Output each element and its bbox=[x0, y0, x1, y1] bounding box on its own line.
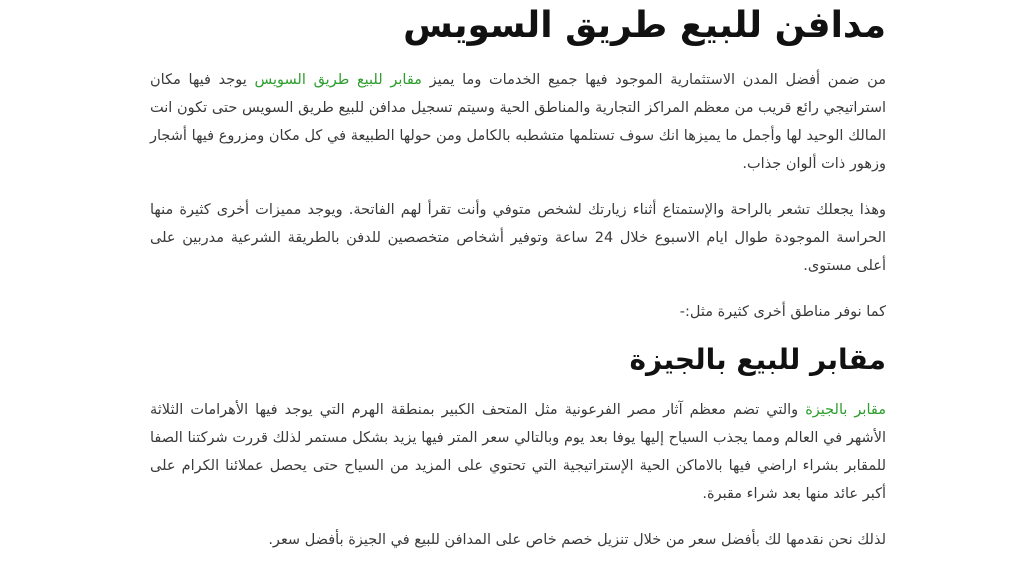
paragraph-giza-text: والتي تضم معظم آثار مصر الفرعونية مثل المتحف الكبير بمنطقة الهرم التي يوجد فيها الأهرامات الثلاثة الأشهر في العالم ومما يجذب السياح إليها يوفا بعد يوم وبالتالي سعر المتر فيها يزيد بشكل مستمر لذلك قررت شركتنا الصفا للمقابر بشراء اراضي فيها بالاماكن الحية الإستراتيجية التي تحتوي على المزيد من السياح حتى يحصل عملائنا الكرام على أكبر عائد منها بعد شراء مقبرة. bbox=[150, 402, 886, 502]
paragraph-giza bbox=[150, 396, 886, 508]
spacer bbox=[150, 508, 886, 526]
spacer bbox=[150, 280, 886, 298]
paragraph-intro-text-end: يوجد فيها مكان استراتيجي رائع قريب من معظم المراكز التجارية والمناطق الحية وسيتم تسجيل مدافن للبيع طريق السويس حتى تكون انت المالك الوحيد لها وأجمل ما يميزها انك سوف تستلمها متشطبه بالكامل ومن حولها الطبيعة في كل مكان ومزروع فيها أشجار وزهور ذات ألوان جذاب. bbox=[150, 72, 886, 172]
paragraph-intro bbox=[150, 66, 886, 178]
paragraph-other-areas: كما نوفر مناطق أخرى كثيرة مثل:- bbox=[679, 304, 886, 320]
paragraph-features: وهذا يجعلك تشعر بالراحة والإستمتاع أثناء زيارتك لشخص متوفي وأنت تقرأ لهم الفاتحة. ويوجد مميزات أخرى كثيرة منها الحراسة الموجودة طوال ايام الاسبوع خلال 24 ساعة وتوفير أشخاص متخصصين للدفن بالطريقة الشرعية مدربين على أعلى مستوى. bbox=[150, 202, 886, 274]
suez-road-tombs-link[interactable]: مقابر للبيع طريق السويس bbox=[254, 72, 422, 88]
article bbox=[150, 0, 886, 554]
spacer bbox=[150, 326, 886, 340]
giza-tombs-link[interactable]: مقابر بالجيزة bbox=[805, 402, 886, 418]
section-heading-giza: مقابر للبيع بالجيزة bbox=[629, 343, 886, 376]
paragraph-intro-text-start: من ضمن أفضل المدن الاستثمارية الموجود فيها جميع الخدمات وما يميز bbox=[421, 72, 886, 88]
spacer bbox=[150, 178, 886, 196]
paragraph-offer: لذلك نحن نقدمها لك بأفضل سعر من خلال تنزيل خصم خاص على المدافن للبيع في الجيزة بأفضل سعر. bbox=[268, 532, 886, 548]
page-title: مدافن للبيع طريق السويس bbox=[403, 5, 886, 46]
